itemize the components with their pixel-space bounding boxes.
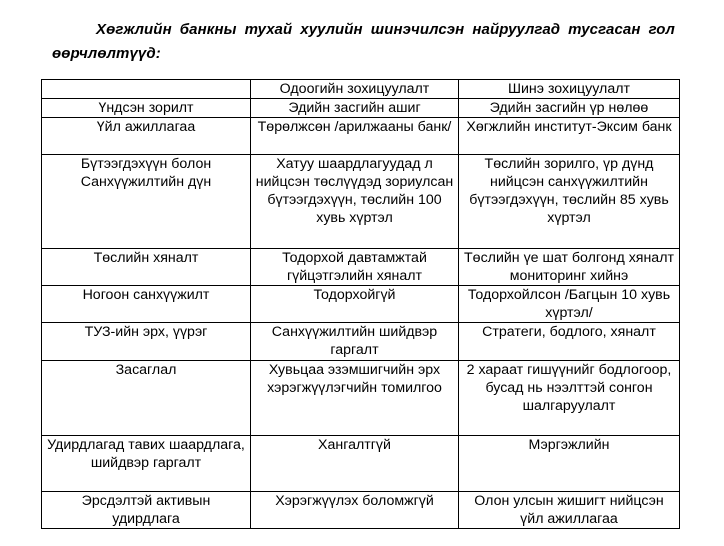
row-label: Эрсдэлтэй активын удирдлага <box>42 492 251 529</box>
table-row <box>42 99 680 118</box>
row-label: Засаглал <box>42 361 251 436</box>
row-label: ТУЗ-ийн эрх, үүрэг <box>42 323 251 361</box>
new-regulation-cell: Эдийн засгийн үр нөлөө <box>459 99 680 118</box>
current-regulation-cell: Хувьцаа эзэмшигчийн эрх хэрэгжүүлэгчийн томилгоо <box>251 361 459 436</box>
current-regulation-cell: Тодорхой давтамжтай гүйцэтгэлийн хяналт <box>251 249 459 286</box>
table-row <box>42 361 680 436</box>
row-label: Удирдлагад тавих шаардлага, шийдвэр гаргалт <box>42 436 251 492</box>
new-regulation-cell: Мэргэжлийн <box>459 436 680 492</box>
current-regulation-cell: Төрөлжсөн /арилжааны банк/ <box>251 118 459 155</box>
header-cell-empty <box>42 80 251 99</box>
header-cell-new: Шинэ зохицуулалт <box>459 80 680 99</box>
table-row <box>42 249 680 286</box>
table-row <box>42 118 680 155</box>
current-regulation-cell: Санхүүжилтийн шийдвэр гаргалт <box>251 323 459 361</box>
table-row <box>42 492 680 529</box>
new-regulation-cell: Төслийн зорилго, үр дүнд нийцсэн санхүүжилтийн бүтээгдэхүүн, төслийн 85 хувь хүртэл <box>459 155 680 249</box>
current-regulation-cell: Эдийн засгийн ашиг <box>251 99 459 118</box>
current-regulation-cell: Хэрэгжүүлэх боломжгүй <box>251 492 459 529</box>
row-label: Төслийн хяналт <box>42 249 251 286</box>
comparison-table <box>41 79 680 529</box>
new-regulation-cell: Тодорхойлсон /Багцын 10 хувь хүртэл/ <box>459 286 680 323</box>
new-regulation-cell: 2 хараат гишүүнийг бодлогоор, бусад нь нээлттэй сонгон шалгаруулалт <box>459 361 680 436</box>
row-label: Бүтээгдэхүүн болон Санхүүжилтийн дүн <box>42 155 251 249</box>
header-cell-current: Одоогийн зохицуулалт <box>251 80 459 99</box>
table-row <box>42 286 680 323</box>
new-regulation-cell: Төслийн үе шат болгонд хяналт мониторинг хийнэ <box>459 249 680 286</box>
current-regulation-cell: Хангалтгүй <box>251 436 459 492</box>
new-regulation-cell: Стратеги, бодлого, хяналт <box>459 323 680 361</box>
row-label: Үндсэн зорилт <box>42 99 251 118</box>
table-row <box>42 323 680 361</box>
table-header-row <box>42 80 680 99</box>
table-row <box>42 436 680 492</box>
page-heading: Хөгжлийн банкны тухай хуулийн шинэчилсэн найруулгад тусгасан гол өөрчлөлтүүд: <box>52 21 675 62</box>
row-label: Ногоон санхүүжилт <box>42 286 251 323</box>
table-row <box>42 155 680 249</box>
new-regulation-cell: Олон улсын жишигт нийцсэн үйл ажиллагаа <box>459 492 680 529</box>
new-regulation-cell: Хөгжлийн институт-Эксим банк <box>459 118 680 155</box>
row-label: Үйл ажиллагаа <box>42 118 251 155</box>
current-regulation-cell: Тодорхойгүй <box>251 286 459 323</box>
current-regulation-cell: Хатуу шаардлагуудад л нийцсэн төслүүдэд зориулсан бүтээгдэхүүн, төслийн 100 хувь хүртэл <box>251 155 459 249</box>
